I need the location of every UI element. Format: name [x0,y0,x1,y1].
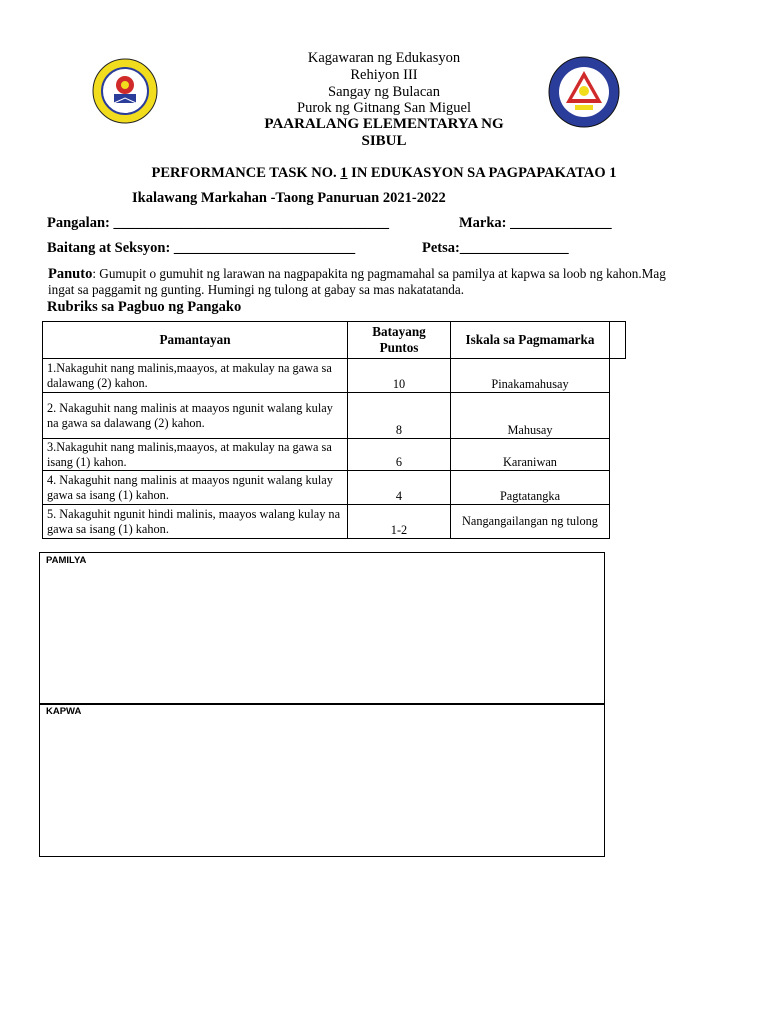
rubric-table [42,321,626,539]
panuto-text: : Gumupit o gumuhit ng larawan na nagpapakita ng pagmamahal sa pamilya at kapwa sa loob ng kahon.Mag ingat sa paggamit ng gunting. Humingi ng tulong at gabay sa mas nakatatanda. [48,266,666,297]
criteria-cell: 4. Nakaguhit nang malinis at maayos ngunit walang kulay gawa sa isang (1) kahon. [43,471,348,505]
baitang-seksyon-field[interactable]: Baitang at Seksyon: _________________________ [47,240,356,256]
division-name: Sangay ng Bulacan [328,84,440,100]
petsa-field[interactable]: Petsa:_______________ [422,240,569,256]
table-row [43,439,626,471]
quarter-school-year: Ikalawang Markahan -Taong Panuruan 2021-2022 [132,190,446,206]
rubric-title: Rubriks sa Pagbuo ng Pangako [47,299,242,315]
pamilya-drawing-box[interactable] [39,552,605,705]
performance-task-title [0,165,768,182]
task-number: 1 [340,165,348,181]
scale-cell: Nangangailangan ng tulong [451,505,610,539]
region-name: Rehiyon III [350,67,418,83]
kapwa-label: KAPWA [46,706,82,717]
scale-cell: Pinakamahusay [451,359,610,393]
criteria-cell: 2. Nakaguhit nang malinis at maayos ngunit walang kulay na gawa sa dalawang (2) kahon. [43,393,348,439]
rubric-header-row [43,322,626,359]
points-cell: 1-2 [348,505,451,539]
scale-cell: Pagtatangka [451,471,610,505]
points-cell: 6 [348,439,451,471]
criteria-cell: 1.Nakaguhit nang malinis,maayos, at makulay na gawa sa dalawang (2) kahon. [43,359,348,393]
table-row [43,471,626,505]
pamilya-label: PAMILYA [46,555,87,566]
points-cell: 8 [348,393,451,439]
instructions [48,266,668,298]
header-iskala: Iskala sa Pagmamarka [451,322,610,359]
table-edge [610,322,626,359]
table-row [43,359,626,393]
school-seal-logo [92,58,158,129]
school-name-line2: SIBUL [361,133,407,149]
criteria-cell: 5. Nakaguhit ngunit hindi malinis, maayos walang kulay na gawa sa isang (1) kahon. [43,505,348,539]
header-batayang-puntos: Batayang Puntos [348,322,451,359]
points-cell: 10 [348,359,451,393]
table-row [43,393,626,439]
scale-cell: Mahusay [451,393,610,439]
school-name-line1: PAARALANG ELEMENTARYA NG [264,116,504,132]
header-pamantayan: Pamantayan [43,322,348,359]
table-row [43,505,626,539]
panuto-label: Panuto [48,266,93,282]
district-name: Purok ng Gitnang San Miguel [297,100,471,116]
kapwa-drawing-box[interactable] [39,703,605,857]
points-cell: 4 [348,471,451,505]
title-prefix: PERFORMANCE TASK NO. [151,165,337,181]
criteria-cell: 3.Nakaguhit nang malinis,maayos, at makulay na gawa sa isang (1) kahon. [43,439,348,471]
pangalan-field[interactable]: Pangalan: ______________________________________ [47,215,389,231]
marka-field[interactable]: Marka: ______________ [459,215,612,231]
scale-cell: Karaniwan [451,439,610,471]
deped-seal-logo [548,56,620,133]
agency-name: Kagawaran ng Edukasyon [307,50,461,66]
title-suffix: IN EDUKASYON SA PAGPAPAKATAO 1 [351,165,617,181]
